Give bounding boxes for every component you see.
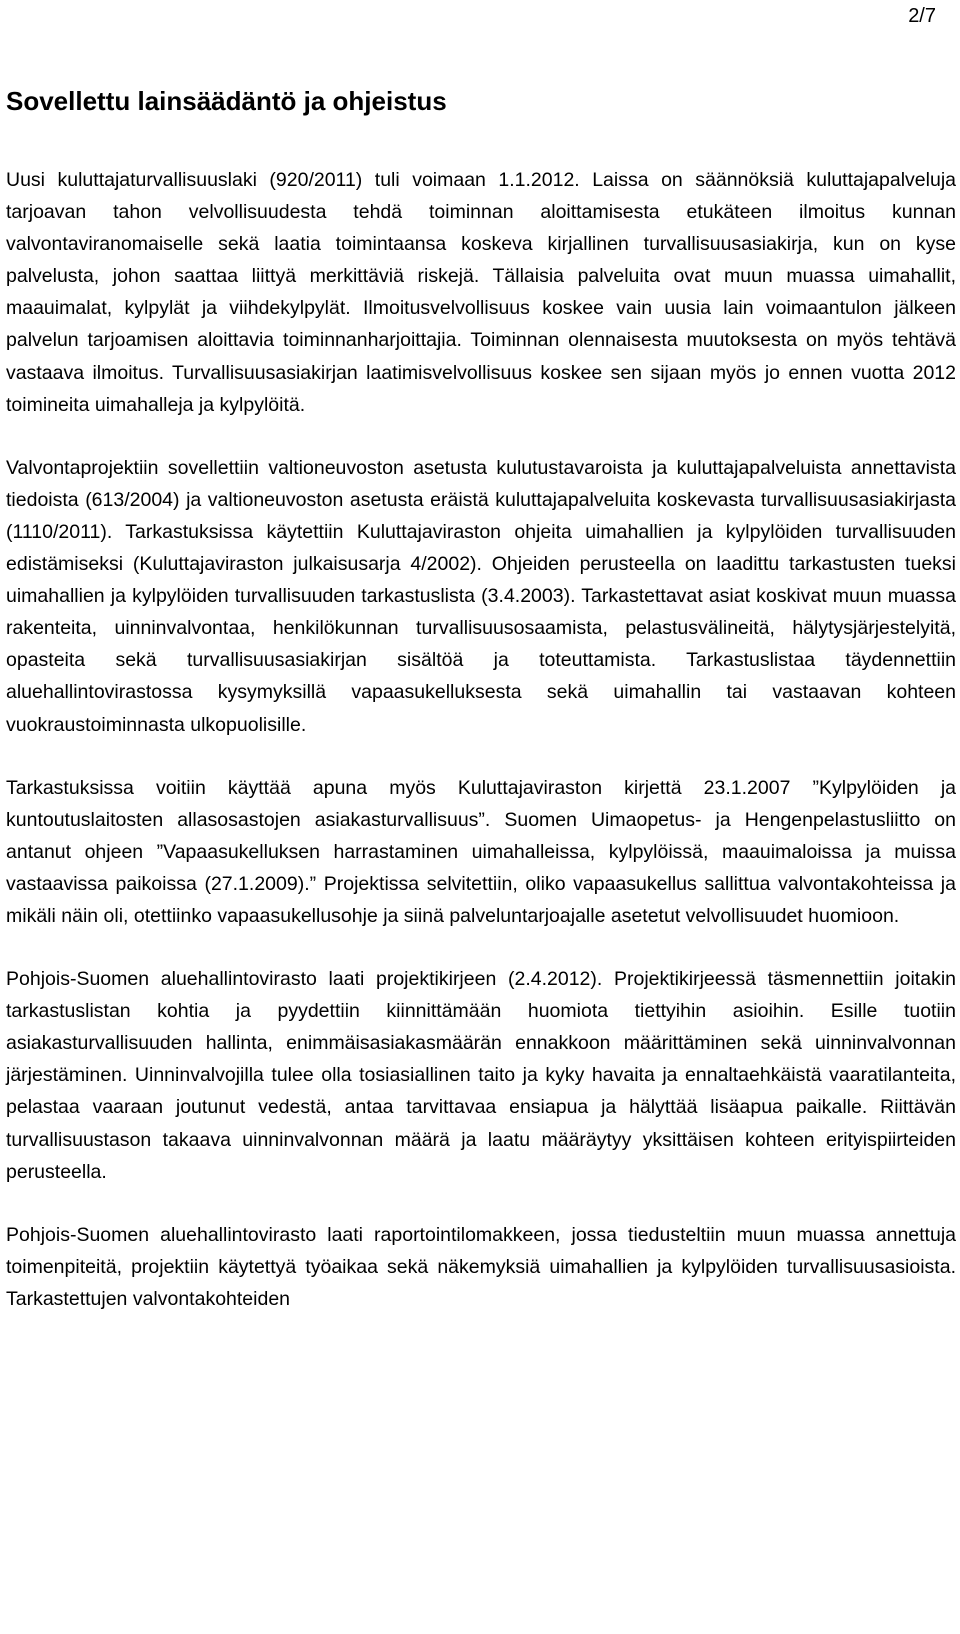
paragraph-applied-regulations: Valvontaprojektiin sovellettiin valtioneuvoston asetusta kulutustavaroista ja kuluttajapalveluista annettavista tiedoista (613/2004) ja valtioneuvoston asetusta eräistä kuluttajapalveluita koskevasta turvallisuusasiakirjasta (1110/2011). Tarkastuksissa käytettiin Kuluttajaviraston ohjeita uimahallien ja kylpylöiden turvallisuuden edistämiseksi (Kuluttajaviraston julkaisusarja 4/2002). Ohjeiden perusteella on laadittu tarkastusten tueksi uimahallien ja kylpylöiden turvallisuuden tarkastuslista (3.4.2003). Tarkastettavat asiat koskivat muun muassa rakenteita, uinninvalvontaa, henkilökunnan turvallisuusosaamista, pelastusvälineitä, hälytysjärjestelyitä, opasteita sekä turvallisuusasiakirjan sisältöä ja toteuttamista. Tarkastuslistaa täydennettiin aluehallintovirastossa kysymyksillä vapaasukelluksesta sekä uimahallin tai vastaavan kohteen vuokraustoiminnasta ulkopuolisille.: [6, 456, 956, 736]
paragraph-project-letter: Pohjois-Suomen aluehallintovirasto laati projektikirjeen (2.4.2012). Projektikirjeessä täsmennettiin joitakin tarkastuslistan kohtia ja pyydettiin kiinnittämään huomiota tiettyihin asioihin. Esille tuotiin asiakasturvallisuuden hallinta, enimmäisasiakasmäärän ennakkoon määrittäminen sekä uinninvalvonnan järjestäminen. Uinninvalvojilla tulee olla tosiasiallinen taito ja kyky havaita ja ennaltaehkäistä vaaratilanteita, pelastaa vaaraan joutunut vedestä, antaa tarvittavaa ensiapua ja hälyttää lisäapua paikalle. Riittävän turvallisuustason takaava uinninvalvonnan määrä ja laatu määräytyy yksittäisen kohteen erityispiirteiden perusteella.: [6, 968, 956, 1183]
paragraph-supporting-guidance: Tarkastuksissa voitiin käyttää apuna myös Kuluttajaviraston kirjettä 23.1.2007 ”Kylpylöiden ja kuntoutuslaitosten allasosastojen asiakasturvallisuus”. Suomen Uimaopetus- ja Hengenpelastusliitto on antanut ohjeen ”Vapaasukelluksen harrastaminen uimahalleissa, kylpylöissä, maauimaloissa ja muissa vastaavissa paikoissa (27.1.2009).” Projektissa selvitettiin, oliko vapaasukellus sallittua valvontakohteissa ja mikäli näin oli, otettiinko vapaasukellusohje ja siinä palveluntarjoajalle asetetut velvollisuudet huomioon.: [6, 776, 956, 927]
paragraph-reporting-form: Pohjois-Suomen aluehallintovirasto laati raportointilomakkeen, jossa tiedusteltiin muun muassa annettuja toimenpiteitä, projektiin käytettyä työaikaa sekä näkemyksiä uimahallien ja kylpylöiden turvallisuusasioista. Tarkastettujen valvontakohteiden: [6, 1223, 956, 1310]
page-number: 2/7: [908, 5, 936, 27]
document-body: [6, 164, 956, 1346]
section-heading: Sovellettu lainsäädäntö ja ohjeistus: [6, 86, 447, 116]
paragraph-legislation: Uusi kuluttajaturvallisuuslaki (920/2011) tuli voimaan 1.1.2012. Laissa on säännöksiä kuluttajapalveluja tarjoavan tahon velvollisuudesta tehdä toiminnan aloittamisesta etukäteen ilmoitus kunnan valvontaviranomaiselle sekä laatia toimintaansa koskeva kirjallinen turvallisuusasiakirja, kun on kyse palvelusta, johon saattaa liittyä merkittäviä riskejä. Tällaisia palveluita ovat muun muassa uimahallit, maauimalat, kylpylät ja viihdekylpylät. Ilmoitusvelvollisuus koskee vain uusia lain voimaantulon jälkeen palvelun tarjoamisen aloittavia toiminnanharjoittajia. Toiminnan olennaisesta muutoksesta on myös tehtävä vastaava ilmoitus. Turvallisuusasiakirjan laatimisvelvollisuus koskee sen sijaan myös jo ennen vuotta 2012 toimineita uimahalleja ja kylpylöitä.: [6, 169, 956, 416]
